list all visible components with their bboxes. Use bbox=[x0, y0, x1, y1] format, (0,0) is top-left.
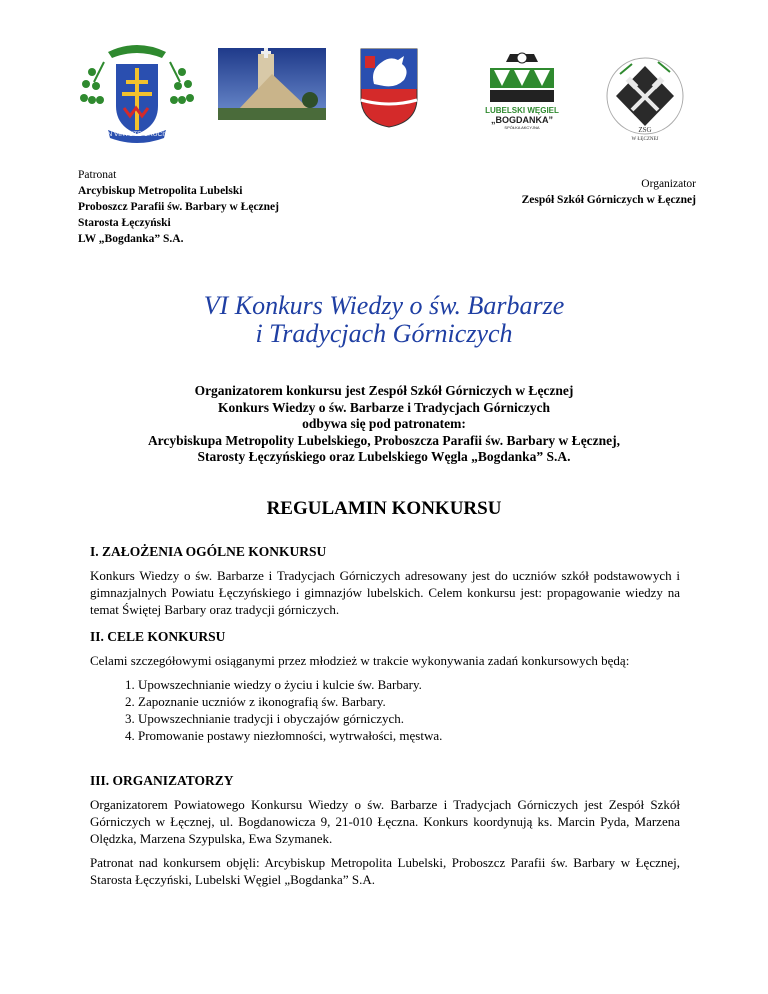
section-3-heading: III. ORGANIZATORZY bbox=[90, 773, 234, 788]
intro-line: Arcybiskupa Metropolity Lubelskiego, Proboszcza Parafii św. Barbary w Łęcznej, bbox=[147, 432, 621, 448]
bogdanka-logo bbox=[480, 50, 564, 136]
section-3-text-1: Organizatorem Powiatowego Konkursu Wiedzy o św. Barbarze i Tradycjach Górniczych jest Zespół Szkół Górniczych w Łęcznej, ul. Bogdanowicza 9, 21-010 Łęczna. Konkurs koordynują ks. Marcin Pyda, Marzena Olędzka, Marzena Szypulska, Ewa Szymanek. bbox=[90, 797, 680, 846]
bogdanka-line1: LUBELSKI WĘGIEL bbox=[485, 106, 559, 115]
section-1 bbox=[90, 543, 680, 625]
section-1-heading: I. ZAŁOŻENIA OGÓLNE KONKURSU bbox=[90, 544, 327, 559]
zsg-school-logo bbox=[598, 54, 692, 142]
goal-item: 3. Upowszechnianie tradycji i obyczajów górniczych. bbox=[138, 710, 680, 727]
contest-title-line2: i Tradycjach Górniczych bbox=[255, 319, 513, 348]
organizator-name: Zespół Szkół Górniczych w Łęcznej bbox=[521, 194, 696, 206]
logos-row bbox=[78, 40, 698, 150]
intro-block bbox=[60, 383, 708, 466]
goal-item: 1. Upowszechnianie wiedzy o życiu i kulcie św. Barbary. bbox=[138, 676, 680, 693]
bogdanka-line2: „BOGDANKA” bbox=[491, 115, 553, 125]
bogdanka-line3: SPÓŁKA AKCYJNA bbox=[504, 125, 540, 130]
zsg-letters: ZSG bbox=[638, 126, 652, 134]
section-2-heading: II. CELE KONKURSU bbox=[90, 629, 226, 644]
church-photo bbox=[218, 48, 326, 120]
goal-item: 2. Zapoznanie uczniów z ikonografią św. Barbary. bbox=[138, 693, 680, 710]
intro-line: Starosty Łęczyńskiego oraz Lubelskiego Węgla „Bogdanka” S.A. bbox=[197, 449, 571, 464]
contest-title-line1: VI Konkurs Wiedzy o św. Barbarze bbox=[203, 291, 565, 320]
organizator-label: Organizator bbox=[641, 178, 696, 190]
patronat-line: Proboszcz Parafii św. Barbary w Łęcznej bbox=[78, 201, 279, 213]
intro-line: Organizatorem konkursu jest Zespół Szkół Górniczych w Łęcznej bbox=[194, 383, 574, 398]
intro-line: odbywa się pod patronatem: bbox=[302, 416, 466, 431]
patronat-line: Arcybiskup Metropolita Lubelski bbox=[78, 185, 243, 197]
section-1-text: Konkurs Wiedzy o św. Barbarze i Tradycjach Górniczych adresowany jest do uczniów szkół podstawowych i gimnazjalnych Powiatu Łęczyńskiego i gimnazjów lubelskich. Celem konkursu jest: propagowanie wiedzy na temat Świętej Barbary oraz tradycji górniczych. bbox=[90, 568, 680, 617]
archbishop-coat-of-arms-logo bbox=[78, 42, 196, 146]
patronat-line: Starosta Łęczyński bbox=[78, 217, 171, 229]
powiat-coat-of-arms-logo bbox=[360, 48, 418, 128]
patronat-label: Patronat bbox=[78, 169, 117, 181]
section-3-text-2: Patronat nad konkursem objęli: Arcybiskup Metropolita Lubelski, Proboszcz Parafii św. Barbary w Łęcznej, Starosta Łęczyński, Lubelski Węgiel „Bogdanka” S.A. bbox=[90, 855, 680, 887]
goals-list bbox=[90, 676, 680, 744]
section-2 bbox=[90, 628, 680, 744]
zsg-ring-text: W ŁĘCZNEJ bbox=[631, 137, 659, 142]
intro-line: Konkurs Wiedzy o św. Barbarze i Tradycjach Górniczych bbox=[218, 399, 550, 415]
section-2-text: Celami szczegółowymi osiąganymi przez młodzież w trakcie wykonywania zadań konkursowych będą: bbox=[90, 653, 630, 668]
regulamin-title: REGULAMIN KONKURSU bbox=[266, 498, 502, 519]
goal-item: 4. Promowanie postawy niezłomności, wytrwałości, męstwa. bbox=[138, 727, 680, 744]
patronat-line: LW „Bogdanka” S.A. bbox=[78, 233, 184, 245]
contest-title bbox=[0, 292, 768, 348]
section-3 bbox=[90, 772, 680, 895]
patronat-block bbox=[78, 167, 279, 247]
coat-of-arms-motto: IN VIRTUTE CRUCIS bbox=[105, 131, 169, 138]
organizator-block bbox=[522, 176, 696, 208]
